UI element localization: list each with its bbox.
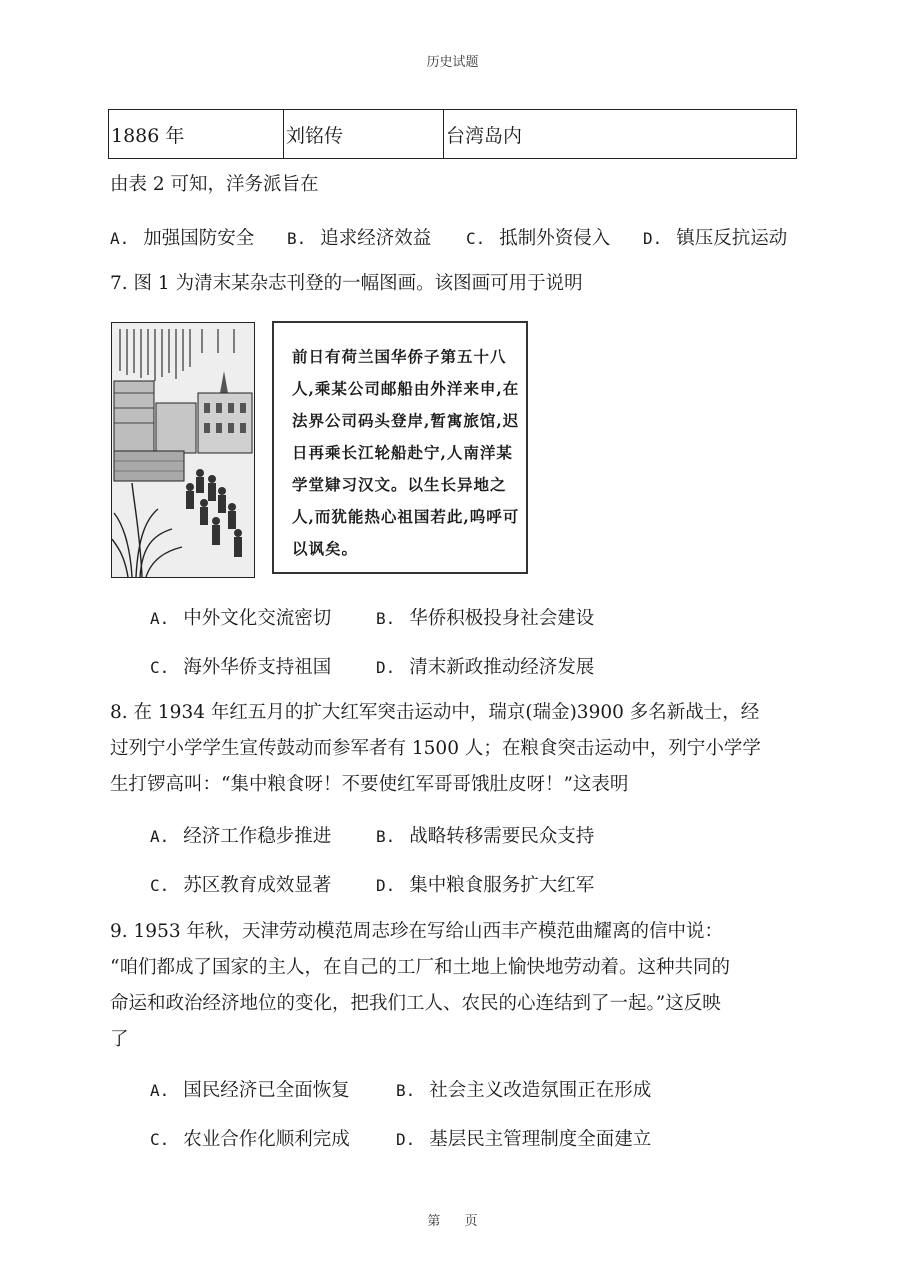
q9-option-c[interactable]	[150, 1125, 350, 1151]
footer-left: 第	[427, 1214, 441, 1229]
option-text: 国民经济已全面恢复	[183, 1080, 350, 1101]
q9-stem-line-2: “咱们都成了国家的主人，在自己的工厂和土地上愉快地劳动着。这种共同的	[110, 957, 730, 978]
q8-option-c[interactable]	[150, 871, 331, 897]
option-text: 追求经济效益	[320, 228, 432, 249]
data-table	[108, 109, 797, 159]
option-label: A.	[150, 1081, 170, 1100]
q9-option-b[interactable]	[396, 1076, 651, 1102]
q8-stem-line-2: 过列宁小学学生宣传鼓动而参军者有 1500 人；在粮食突击运动中，列宁小学学	[110, 738, 761, 759]
option-label: A.	[150, 609, 170, 628]
page-header: 历史试题	[426, 55, 479, 70]
q6-stem: 由表 2 可知，洋务派旨在	[110, 174, 319, 195]
table-cell-person: 刘铭传	[284, 110, 444, 159]
option-text: 海外华侨支持祖国	[183, 657, 332, 678]
q6-option-a[interactable]	[110, 224, 254, 250]
option-label: C.	[466, 229, 486, 248]
option-text: 经济工作稳步推进	[183, 826, 332, 847]
q7-option-b[interactable]	[376, 604, 594, 630]
illustration-drawing	[112, 323, 254, 577]
option-text: 苏区教育成效显著	[183, 875, 332, 896]
q9-stem-line-1: 9. 1953 年秋，天津劳动模范周志珍在写给山西丰产模范曲耀离的信中说：	[110, 921, 723, 942]
option-label: B.	[376, 827, 396, 846]
option-label: C.	[150, 1130, 170, 1149]
option-text: 集中粮食服务扩大红军	[409, 875, 595, 896]
option-label: A.	[150, 827, 170, 846]
q6-option-b[interactable]	[287, 224, 431, 250]
option-label: D.	[376, 658, 396, 677]
caption-line: 以讽矣。	[292, 539, 359, 558]
q7-option-c[interactable]	[150, 653, 331, 679]
option-label: A.	[110, 229, 130, 248]
option-text: 抵制外资侵入	[499, 228, 611, 249]
option-text: 战略转移需要民众支持	[409, 826, 595, 847]
caption-line: 法界公司码头登岸,暂寓旅馆,迟	[292, 411, 520, 430]
option-label: C.	[150, 876, 170, 895]
table-row	[109, 110, 797, 159]
q8-stem-line-3: 生打锣高叫：“集中粮食呀！不要使红军哥哥饿肚皮呀！”这表明	[110, 774, 629, 795]
figure-caption-box	[272, 321, 528, 574]
option-label: C.	[150, 658, 170, 677]
option-text: 华侨积极投身社会建设	[409, 608, 595, 629]
option-text: 加强国防安全	[143, 228, 255, 249]
option-label: D.	[643, 229, 663, 248]
q8-stem-line-1: 8. 在 1934 年红五月的扩大红军突击运动中，瑞京(瑞金)3900 多名新战士，经	[110, 702, 760, 723]
caption-line: 前日有荷兰国华侨子第五十八	[292, 347, 507, 366]
option-text: 镇压反抗运动	[676, 228, 788, 249]
option-text: 社会主义改造氛围正在形成	[429, 1080, 652, 1101]
q9-stem-line-3: 命运和政治经济地位的变化，把我们工人、农民的心连结到了一起。”这反映	[110, 993, 721, 1014]
option-text: 基层民主管理制度全面建立	[429, 1129, 652, 1150]
caption-line: 日再乘长江轮船赴宁,人南洋某	[292, 443, 513, 462]
figure-illustration	[111, 322, 255, 578]
caption-line: 人,而犹能热心祖国若此,呜呼可	[292, 507, 520, 526]
option-text: 中外文化交流密切	[183, 608, 332, 629]
footer-right: 页	[464, 1214, 478, 1229]
page-footer	[0, 1210, 905, 1229]
q7-option-a[interactable]	[150, 604, 331, 630]
caption-line: 人,乘某公司邮船由外洋来申,在	[292, 379, 520, 398]
caption-line: 学堂肄习汉文。以生长异地之	[292, 475, 507, 494]
q9-option-d[interactable]	[396, 1125, 651, 1151]
table-cell-place: 台湾岛内	[444, 110, 797, 159]
table-cell-year: 1886 年	[109, 110, 284, 159]
option-label: B.	[287, 229, 307, 248]
q7-stem: 7. 图 1 为清末某杂志刊登的一幅图画。该图画可用于说明	[110, 273, 583, 294]
option-text: 农业合作化顺利完成	[183, 1129, 350, 1150]
q9-stem-line-4: 了	[110, 1029, 129, 1050]
q9-option-a[interactable]	[150, 1076, 350, 1102]
option-label: D.	[376, 876, 396, 895]
q6-option-d[interactable]	[643, 224, 787, 250]
option-label: D.	[396, 1130, 416, 1149]
q8-option-a[interactable]	[150, 822, 331, 848]
option-label: B.	[376, 609, 396, 628]
q8-option-d[interactable]	[376, 871, 594, 897]
q7-option-d[interactable]	[376, 653, 594, 679]
option-text: 清末新政推动经济发展	[409, 657, 595, 678]
option-label: B.	[396, 1081, 416, 1100]
q6-option-c[interactable]	[466, 224, 610, 250]
q8-option-b[interactable]	[376, 822, 594, 848]
